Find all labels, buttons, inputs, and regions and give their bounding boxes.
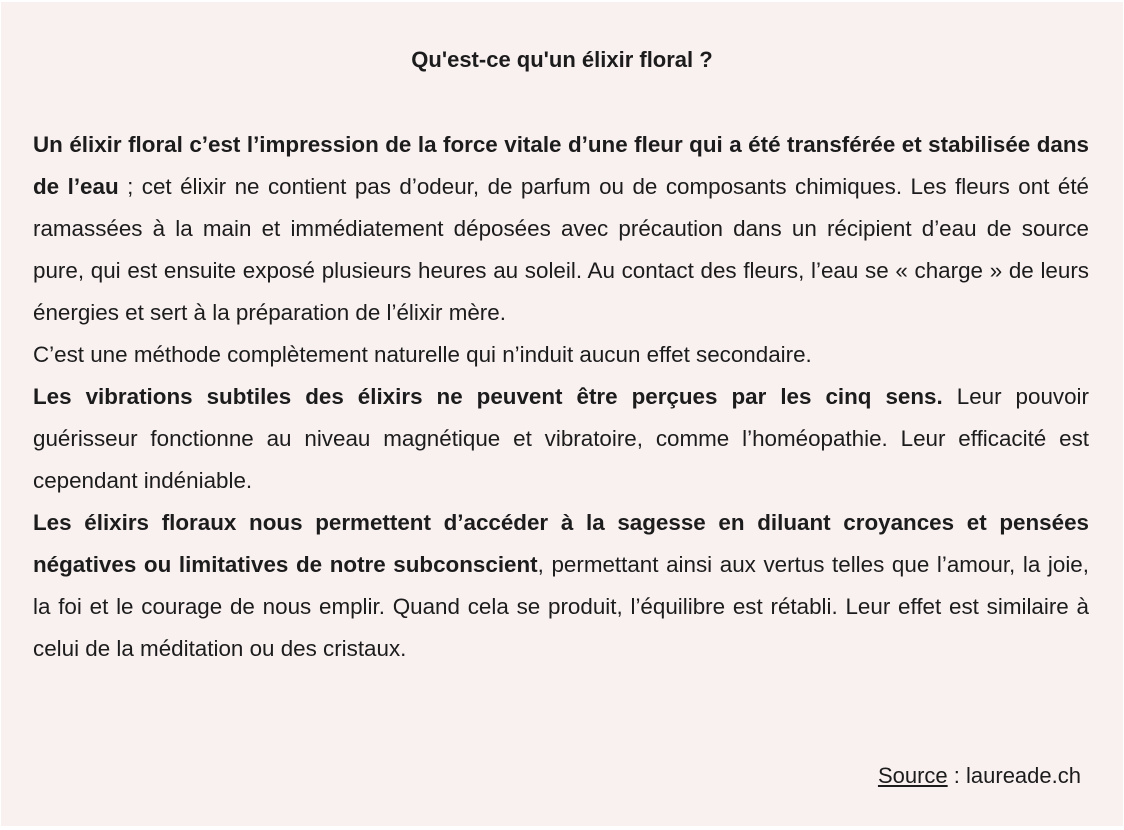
source-credit: [878, 762, 1081, 790]
source-site: laureade.ch: [966, 763, 1081, 788]
article-title: Qu'est-ce qu'un élixir floral ?: [411, 47, 713, 72]
paragraph-vibrations: [33, 376, 1089, 502]
paragraph-text: Leur pouvoir guérisseur fonctionne au niveau magnétique et vibratoire, comme l’homéopathie. Leur efficacité est cependant indéniable.: [33, 384, 1089, 493]
paragraph-definition: [33, 124, 1089, 334]
article-card: [1, 2, 1123, 826]
paragraph-text: C’est une méthode complètement naturelle qui n’induit aucun effet secondaire.: [33, 342, 812, 367]
paragraph-text: ; cet élixir ne contient pas d’odeur, de parfum ou de composants chimiques. Les fleurs ont été ramassées à la main et immédiatement déposées avec précaution dans un récipient d’eau de source pure, qui est ensuite exposé plusieurs heures au soleil. Au contact des fleurs, l’eau se « charge » de leurs énergies et sert à la préparation de l’élixir mère.: [33, 174, 1090, 325]
article-body: [33, 124, 1089, 670]
source-label: Source: [877, 763, 948, 788]
paragraph-emphasis: Les élixirs floraux nous permettent d’accéder à la sagesse en diluant croyances et pensées négatives ou limitatives de notre subconscient: [33, 510, 1089, 577]
paragraph-emphasis: Un élixir floral c’est l’impression de la force vitale d’une fleur qui a été transférée et stabilisée dans de l’eau: [33, 132, 1089, 199]
source-separator: :: [947, 763, 967, 788]
paragraph-method: [33, 334, 1089, 376]
paragraph-emphasis: Les vibrations subtiles des élixirs ne peuvent être perçues par les cinq sens.: [33, 384, 943, 409]
paragraph-wisdom: [33, 502, 1089, 670]
paragraph-text: , permettant ainsi aux vertus telles que l’amour, la joie, la foi et le courage de nous emplir. Quand cela se produit, l’équilibre est rétabli. Leur effet est similaire à celui de la méditation ou des cristaux.: [33, 552, 1089, 661]
